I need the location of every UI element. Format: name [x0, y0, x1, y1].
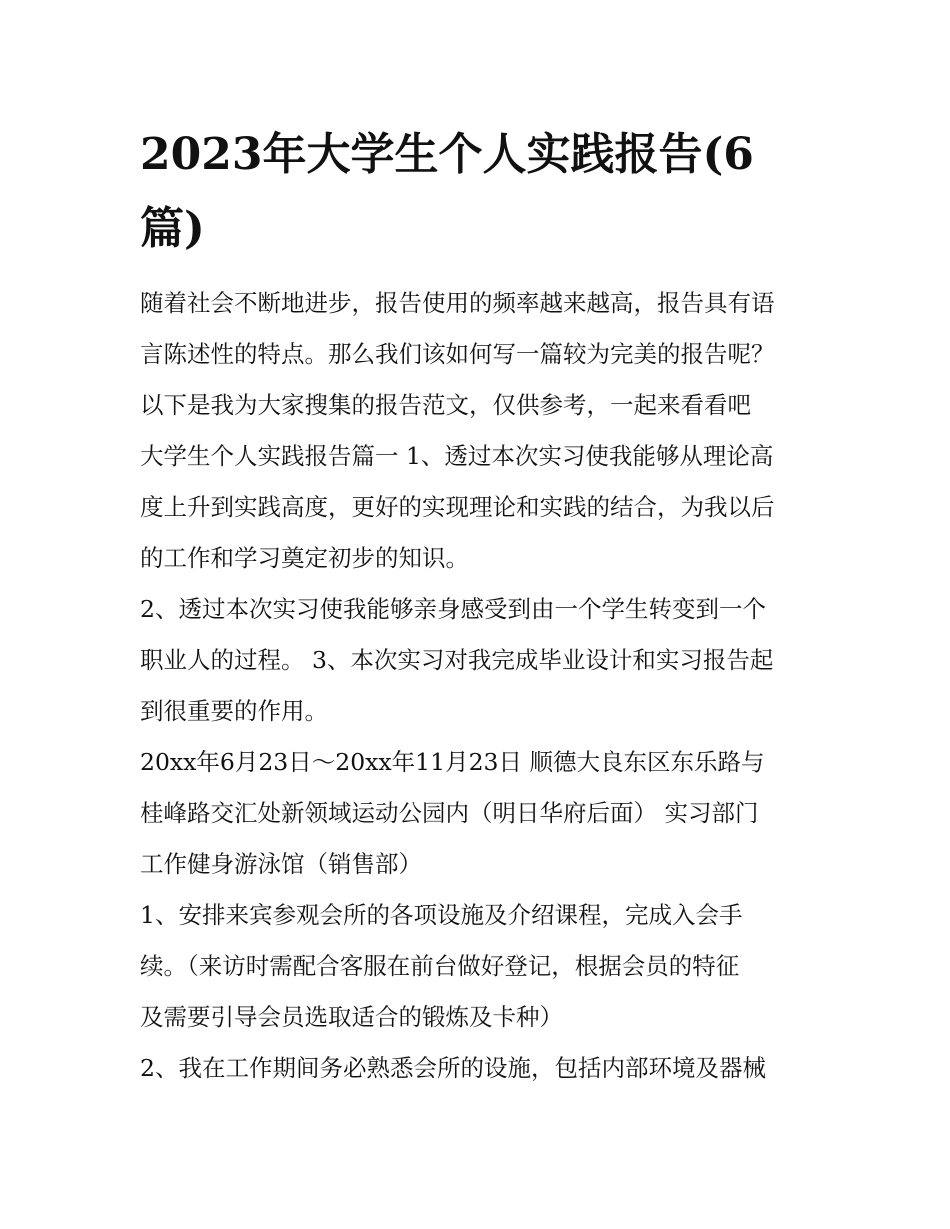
text-line: 大学生个人实践报告篇一 1、透过本次实习使我能够从理论高 [140, 442, 774, 470]
text-line: 20xx年6月23日～20xx年11月23日 顺德大良东区东乐路与 [140, 748, 765, 776]
text-line: 及需要引导会员选取适合的锻炼及卡种） [140, 1003, 563, 1031]
text-line: 到很重要的作用。 [140, 697, 328, 725]
text-line: 职业人的过程。 3、本次实习对我完成毕业设计和实习报告起 [140, 646, 774, 674]
text-line: 续。（来访时需配合客服在前台做好登记，根据会员的特征 [140, 952, 740, 980]
text-line: 1、安排来宾参观会所的各项设施及介绍课程，完成入会手 [140, 901, 743, 929]
document-body [140, 278, 830, 1094]
text-line: 2、透过本次实习使我能够亲身感受到由一个学生转变到一个 [140, 595, 766, 623]
text-line: 工作健身游泳馆（销售部） [140, 850, 422, 878]
text-line: 2、我在工作期间务必熟悉会所的设施，包括内部环境及器械 [140, 1054, 766, 1082]
document-title [140, 118, 820, 266]
text-line: 随着社会不断地进步，报告使用的频率越来越高，报告具有语 [140, 289, 775, 317]
text-line: 以下是我为大家搜集的报告范文，仅供参考，一起来看看吧 [140, 391, 751, 419]
text-line: 桂峰路交汇处新领域运动公园内（明日华府后面） 实习部门 [140, 799, 759, 827]
title-line: 2023年大学生个人实践报告(6 [140, 129, 754, 180]
text-line: 言陈述性的特点。那么我们该如何写一篇较为完美的报告呢？ [140, 340, 775, 368]
title-line: 篇) [140, 203, 205, 254]
text-line: 的工作和学习奠定初步的知识。 [140, 544, 469, 572]
text-line: 度上升到实践高度，更好的实现理论和实践的结合，为我以后 [140, 493, 775, 521]
